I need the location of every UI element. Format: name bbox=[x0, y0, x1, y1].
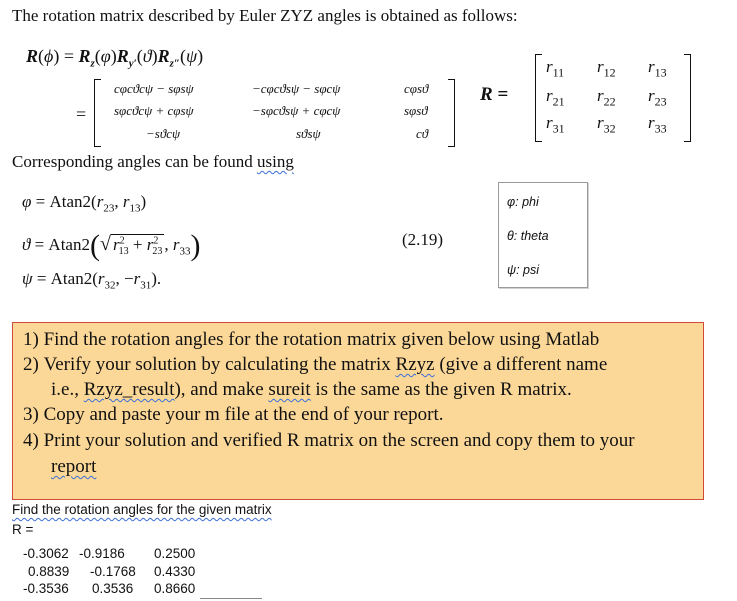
given-cell: -0.9186 bbox=[79, 546, 125, 561]
using-link: using bbox=[257, 152, 294, 171]
note-phi: φ: phi bbox=[507, 195, 539, 209]
r-matrix-left-bracket bbox=[535, 54, 542, 142]
eq-theta: ϑ = Atan2(√ $r^2_{13} + r^2_{23}$ , $r_{33}$) bbox=[22, 229, 201, 262]
task-2: 2) Verify your solution by calculating the matrix Rzyz (give a different name bbox=[23, 354, 608, 375]
r-cell: $r_{12}$ bbox=[597, 57, 616, 80]
task-4: 4) Print your solution and verified R matrix on the screen and copy them to your bbox=[23, 430, 635, 451]
equals-sign: = bbox=[76, 104, 87, 124]
r-cell: $r_{22}$ bbox=[597, 86, 616, 109]
euler-cell: sφcϑcψ + cφsψ bbox=[114, 103, 194, 118]
r-cell: $r_{13}$ bbox=[648, 57, 667, 80]
euler-cell: cφcϑcψ − sφsψ bbox=[114, 81, 194, 96]
task-1: 1) Find the rotation angles for the rotation matrix given below using Matlab bbox=[23, 329, 600, 350]
given-cell: -0.3536 bbox=[23, 581, 69, 596]
intro-text: The rotation matrix described by Euler ZYZ angles is obtained as follows: bbox=[12, 6, 518, 25]
r-cell: $r_{23}$ bbox=[648, 86, 667, 109]
r-matrix-label: R = bbox=[480, 84, 509, 105]
given-cell: 0.3536 bbox=[92, 581, 134, 596]
r-cell: $r_{33}$ bbox=[648, 113, 667, 136]
euler-cell: −cφcϑsψ − sφcψ bbox=[252, 81, 341, 96]
corresponding-text: Corresponding angles can be found using bbox=[12, 152, 294, 171]
r-cell: $r_{31}$ bbox=[546, 113, 565, 136]
divider-line bbox=[200, 598, 262, 599]
given-cell: 0.2500 bbox=[154, 546, 196, 561]
given-cell: -0.1768 bbox=[90, 564, 136, 579]
task-4-cont: report bbox=[51, 456, 97, 477]
angle-legend-box bbox=[498, 182, 588, 288]
task-2-cont: i.e., Rzyz_result), and make sureit is the same as the given R matrix. bbox=[51, 379, 572, 400]
euler-cell: −sϑcψ bbox=[146, 126, 181, 141]
euler-cell: −sφcϑsψ + cφcψ bbox=[252, 103, 341, 118]
euler-cell: cϑ bbox=[416, 126, 429, 141]
given-cell: 0.8660 bbox=[154, 581, 196, 596]
r-cell: $r_{32}$ bbox=[597, 113, 616, 136]
given-cell: -0.3062 bbox=[23, 546, 69, 561]
find-title: Find the rotation angles for the given matrix bbox=[12, 502, 272, 517]
task-3: 3) Copy and paste your m file at the end of your report. bbox=[23, 404, 444, 425]
r-cell: $r_{21}$ bbox=[546, 86, 565, 109]
euler-cell: sφsϑ bbox=[404, 103, 428, 118]
note-psi: ψ: psi bbox=[507, 263, 540, 277]
given-cell: 0.4330 bbox=[154, 564, 196, 579]
r-equals: R = bbox=[12, 522, 34, 537]
euler-matrix-right-bracket bbox=[448, 79, 455, 147]
equation-number: (2.19) bbox=[402, 230, 444, 249]
r-matrix-right-bracket bbox=[684, 54, 691, 142]
note-theta: θ: theta bbox=[507, 229, 549, 243]
task-box bbox=[12, 322, 704, 500]
euler-equation-lhs: $R(\phi) = R_z(\varphi)R_{y'}(ϑ)R_{z''}(\psi)$ bbox=[26, 46, 204, 70]
euler-matrix-left-bracket bbox=[94, 79, 101, 147]
r-cell: $r_{11}$ bbox=[546, 57, 565, 80]
eq-phi: $\varphi = Atan2(r_{23}$, $r_{13}$) bbox=[22, 192, 147, 215]
given-cell: 0.8839 bbox=[28, 564, 70, 579]
euler-cell: sϑsψ bbox=[296, 126, 321, 141]
euler-cell: cφsϑ bbox=[404, 81, 429, 96]
eq-psi: $\psi = Atan2(r_{32}$, $-r_{31}$). bbox=[22, 269, 162, 292]
